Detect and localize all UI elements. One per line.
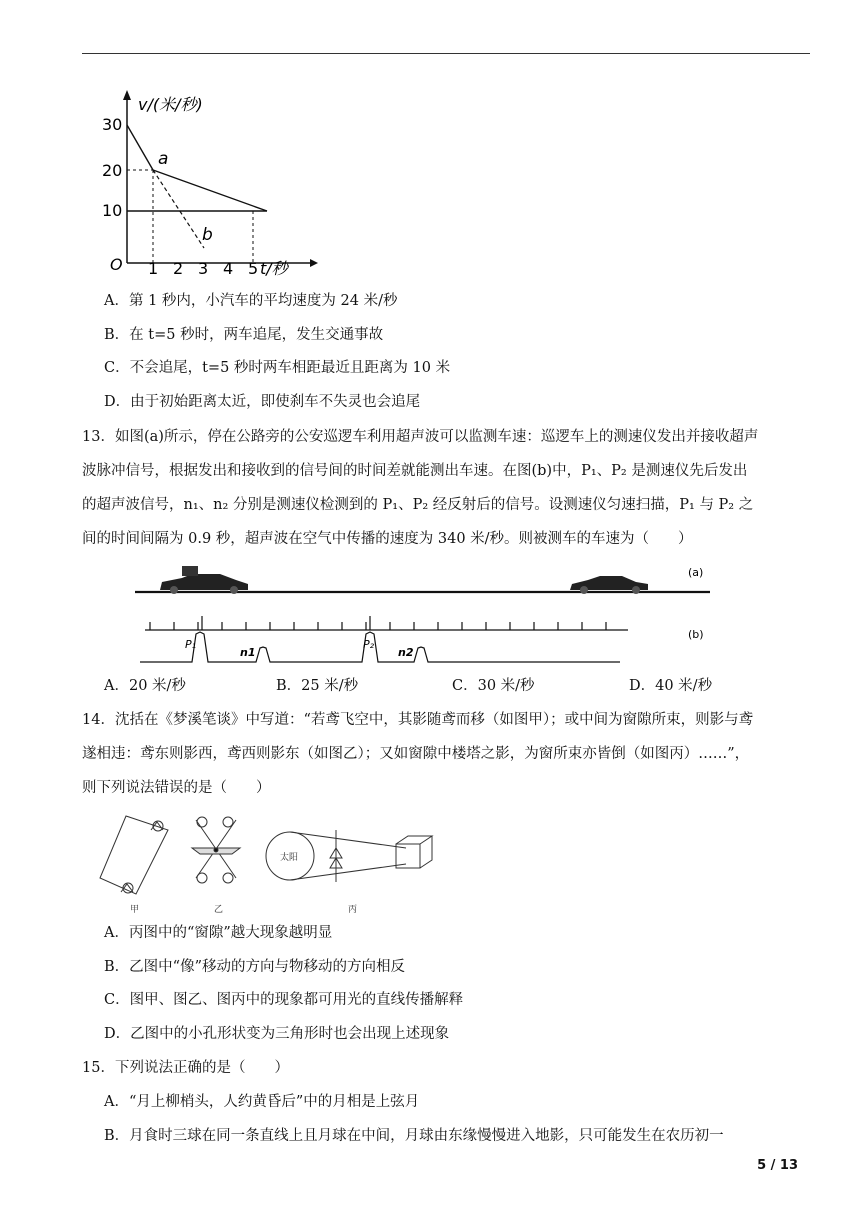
x-tick-5: 5	[248, 259, 259, 278]
y-tick-10: 10	[102, 201, 123, 220]
y-axis-arrow	[123, 90, 131, 100]
q13-line-2: 波脉冲信号，根据发出和接收到的信号间的时间差就能测出车速。在图(b)中，P₁、P₂ 是测速仪先后发出	[82, 463, 748, 479]
x-tick-1: 1	[148, 259, 159, 278]
q14-line-3: 则下列说法错误的是（ ）	[82, 780, 271, 796]
q14-line-1: 14．沈括在《梦溪笔谈》中写道：“若鸢飞空中，其影随鸢而移（如图甲）；或中间为窗隙所束，则影与鸢	[82, 712, 754, 728]
pulse-trace	[140, 632, 620, 662]
q15-option-a: A．“月上柳梢头，人约黄昏后”中的月相是上弦月	[104, 1094, 420, 1110]
scale-ticks	[150, 622, 606, 630]
q15-option-b: B．月食时三球在同一条直线上且月球在中间，月球由东缘慢慢进入地影，只可能发生在农历初一	[104, 1128, 724, 1144]
p2-label: P₂	[363, 638, 375, 651]
q14-figures	[96, 808, 436, 918]
q12-option-c: C．不会追尾，t=5 秒时两车相距最近且距离为 10 米	[104, 360, 451, 376]
p1-label: P₁	[185, 638, 197, 651]
n1-label: n1	[240, 646, 256, 659]
q13-line-1: 13．如图(a)所示，停在公路旁的公安巡逻车利用超声波可以监测车速：巡逻车上的测速仪发出并接收超声	[82, 429, 759, 445]
x-tick-2: 2	[173, 259, 184, 278]
q12-option-b: B．在 t=5 秒时，两车追尾，发生交通事故	[104, 327, 384, 343]
q14-option-b: B．乙图中“像”移动的方向与物移动的方向相反	[104, 959, 405, 975]
line-b-dashed	[153, 170, 204, 248]
x-axis-label: t/秒	[260, 259, 288, 278]
fig-jia-label: 甲	[130, 905, 140, 915]
figure-yi	[192, 817, 240, 883]
figure-jia	[100, 816, 168, 894]
q12-option-a: A．第 1 秒内，小汽车的平均速度为 24 米/秒	[104, 293, 398, 309]
line-initial	[127, 125, 153, 170]
velocity-time-graph	[100, 88, 320, 278]
x-axis-arrow	[310, 259, 318, 267]
q13-line-4: 间的时间间隔为 0.9 秒，超声波在空气中传播的速度为 340 米/秒。则被测车的车速为（ ）	[82, 531, 693, 547]
y-tick-20: 20	[102, 161, 123, 180]
q14-option-a: A．丙图中的“窗隙”越大现象越明显	[104, 925, 333, 941]
origin-label: O	[110, 255, 123, 274]
x-tick-4: 4	[223, 259, 234, 278]
q13-option-b: B．25 米/秒	[276, 678, 359, 694]
point-a-label: a	[158, 149, 169, 169]
y-axis-label: v/(米/秒)	[138, 95, 203, 114]
q13-line-3: 的超声波信号，n₁、n₂ 分别是测速仪检测到的 P₁、P₂ 经反射后的信号。设测速仪匀速扫描，P₁ 与 P₂ 之	[82, 497, 754, 513]
q13-figure	[130, 558, 720, 668]
q14-option-d: D．乙图中的小孔形状变为三角形时也会出现上述现象	[104, 1026, 450, 1042]
fig-b-label: (b)	[688, 628, 704, 641]
header-rule	[82, 53, 810, 54]
q14-option-c: C．图甲、图乙、图丙中的现象都可用光的直线传播解释	[104, 992, 464, 1008]
line-a	[153, 170, 267, 211]
q13-option-c: C．30 米/秒	[452, 678, 535, 694]
sun-label: 太阳	[280, 853, 299, 863]
patrol-car-icon	[160, 566, 248, 594]
point-b-label: b	[202, 225, 213, 245]
y-tick-30: 30	[102, 115, 123, 134]
q14-line-2: 遂相违：鸢东则影西，鸢西则影东（如图乙）；又如窗隙中楼塔之影，为窗所束亦皆倒（如图丙）……”，	[82, 746, 750, 762]
fig-bing-label: 丙	[348, 905, 358, 915]
fig-yi-label: 乙	[214, 905, 224, 915]
page-number: 5 / 13	[757, 1158, 798, 1173]
q13-option-d: D．40 米/秒	[629, 678, 713, 694]
q13-option-a: A．20 米/秒	[104, 678, 186, 694]
x-tick-3: 3	[198, 259, 209, 278]
n2-label: n2	[398, 646, 414, 659]
fig-a-label: (a)	[688, 566, 704, 579]
q12-option-d: D．由于初始距离太近，即使刹车不失灵也会追尾	[104, 394, 421, 410]
q15-stem: 15．下列说法正确的是（ ）	[82, 1060, 289, 1076]
